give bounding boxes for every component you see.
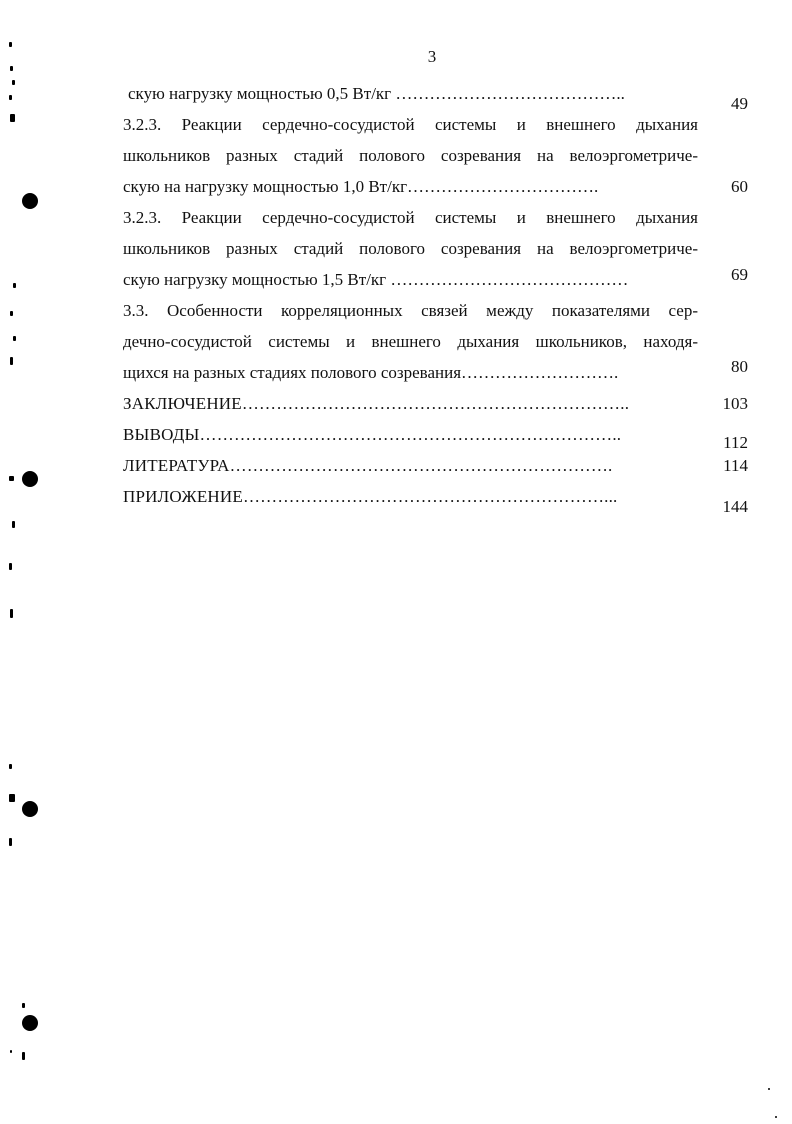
toc-entry: [123, 202, 748, 233]
scan-speck: [9, 794, 15, 802]
toc-entry-text: школьников разных стадий полового созревания на велоэргометриче-: [123, 146, 698, 165]
toc-entry-continuation: [123, 233, 748, 264]
toc-entry-page: 114: [723, 456, 748, 475]
scan-speck: [22, 1003, 25, 1008]
toc-entry: [123, 450, 748, 481]
toc-entry: [123, 388, 748, 419]
toc-entry-continuation: [123, 171, 748, 202]
toc-entry-continuation: [123, 264, 748, 295]
binding-hole: [22, 193, 38, 209]
toc-entry-text: 3.2.3. Реакции сердечно-сосудистой системы и внешнего дыхания: [123, 115, 698, 134]
toc-entry-text: ВЫВОДЫ………………………………………………………………..: [123, 425, 622, 444]
toc-entry: [123, 78, 748, 113]
scan-speck: [10, 66, 13, 71]
toc-entry-text: скую на нагрузку мощностью 1,0 Вт/кг…………………………….: [123, 177, 599, 196]
toc-entry-page: 103: [722, 394, 748, 413]
toc-entry-text: щихся на разных стадиях полового созревания……………………….: [123, 363, 619, 382]
binding-hole: [22, 801, 38, 817]
binding-hole: [22, 1015, 38, 1031]
scan-speck: [9, 95, 12, 100]
toc-entry-text: ПРИЛОЖЕНИЕ………………………………………………………...: [123, 487, 618, 506]
toc-entry-page: 144: [722, 497, 748, 516]
toc-entry: [123, 295, 748, 326]
scan-speck: [9, 838, 12, 846]
toc-entry-page: 112: [723, 433, 748, 452]
toc-entry: [123, 109, 748, 140]
toc-entry-text: ЛИТЕРАТУРА………………………………………………………….: [123, 456, 613, 475]
toc-entry-text: ЗАКЛЮЧЕНИЕ…………………………………………………………..: [123, 394, 630, 413]
scan-speck: [9, 563, 12, 570]
scan-speck: [10, 1050, 12, 1053]
toc-entry-text: скую нагрузку мощностью 1,5 Вт/кг ……………………………………: [123, 270, 629, 289]
toc-entry: [123, 419, 748, 450]
toc-entry-page: 80: [731, 357, 748, 376]
toc-entry-continuation: [123, 357, 748, 388]
toc-entry: [123, 481, 748, 516]
toc-entry-text: 3.3. Особенности корреляционных связей между показателями сер-: [123, 301, 698, 320]
toc-entry-page: 69: [731, 265, 748, 284]
page-number: 3: [427, 47, 437, 66]
scan-speck: [13, 283, 16, 288]
scan-speck: [9, 42, 12, 47]
scan-speck: [10, 357, 13, 365]
toc-entry-page: 49: [731, 94, 748, 113]
toc-entry-text: школьников разных стадий полового созревания на велоэргометриче-: [123, 239, 698, 258]
toc-entry-text: 3.2.3. Реакции сердечно-сосудистой системы и внешнего дыхания: [123, 208, 698, 227]
toc-entry-page: 60: [731, 177, 748, 196]
binding-hole: [22, 471, 38, 487]
scan-speck: [12, 521, 15, 528]
scan-speck: [12, 80, 15, 85]
scan-speck: [9, 476, 14, 481]
toc-entry-continuation: [123, 140, 748, 171]
scan-speck: [9, 764, 12, 769]
table-of-contents: [123, 78, 748, 516]
scan-speck: [10, 114, 15, 122]
toc-entry-continuation: [123, 326, 748, 357]
scan-speck: [22, 1052, 25, 1060]
scan-speck: [13, 336, 16, 341]
scan-speck: [768, 1088, 770, 1090]
toc-entry-text: дечно-сосудистой системы и внешнего дыхания школьников, находя-: [123, 332, 698, 351]
scan-speck: [10, 311, 13, 316]
scan-speck: [10, 609, 13, 618]
scan-speck: [775, 1116, 777, 1118]
toc-entry-text: скую нагрузку мощностью 0,5 Вт/кг …………………………………..: [128, 84, 625, 103]
